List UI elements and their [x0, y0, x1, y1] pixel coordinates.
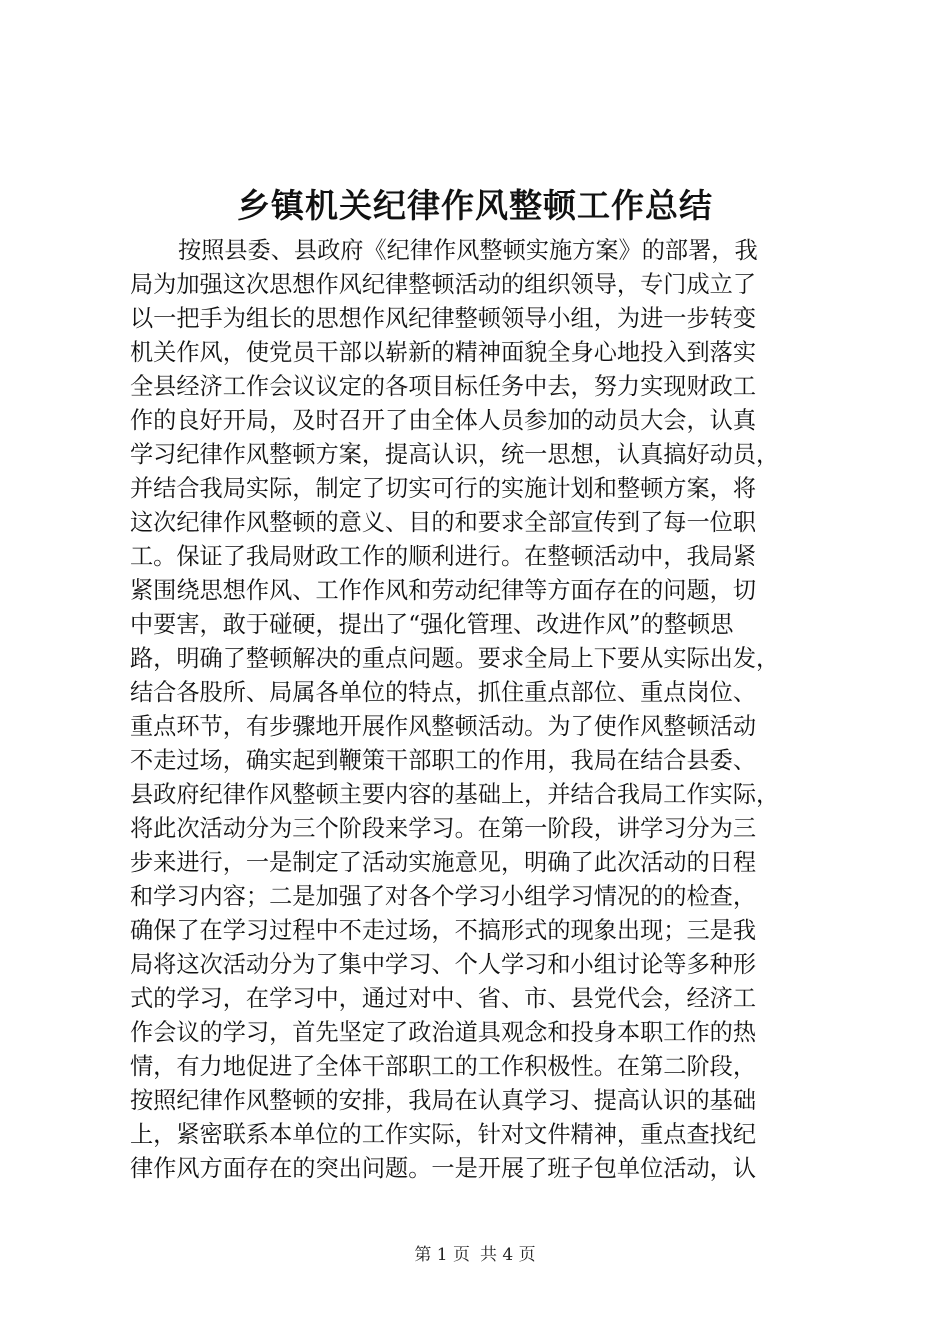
- body-line: 中要害，敢于碰硬，提出了“强化管理、改进作风”的整顿思: [130, 611, 734, 638]
- body-line: 不走过场，确实起到鞭策干部职工的作用，我局在结合县委、: [130, 747, 757, 774]
- body-line: 重点环节，有步骤地开展作风整顿活动。为了使作风整顿活动: [130, 713, 757, 740]
- body-line: 路，明确了整顿解决的重点问题。要求全局上下要从实际出发，: [130, 645, 780, 672]
- body-line: 结合各股所、局属各单位的特点，抓住重点部位、重点岗位、: [130, 679, 757, 706]
- body-line: 和学习内容；二是加强了对各个学习小组学习情况的的检查，: [130, 883, 757, 910]
- page-number: 第 1 页: [414, 1245, 470, 1265]
- body-line: 学习纪律作风整顿方案，提高认识，统一思想，认真搞好动员，: [130, 441, 780, 468]
- page-footer: [0, 1243, 950, 1267]
- body-line: 紧围绕思想作风、工作作风和劳动纪律等方面存在的问题，切: [130, 577, 757, 604]
- body-line: 机关作风，使党员干部以崭新的精神面貌全身心地投入到落实: [130, 339, 757, 366]
- body-line: 局为加强这次思想作风纪律整顿活动的组织领导，专门成立了: [130, 271, 757, 298]
- body-line: 情，有力地促进了全体干部职工的工作积极性。在第二阶段，: [130, 1053, 757, 1080]
- body-line: 将此次活动分为三个阶段来学习。在第一阶段，讲学习分为三: [130, 815, 757, 842]
- body-line: 按照县委、县政府《纪律作风整顿实施方案》的部署，我: [178, 237, 758, 264]
- document-title: 乡镇机关纪律作风整顿工作总结: [237, 186, 713, 225]
- body-line: 全县经济工作会议议定的各项目标任务中去，努力实现财政工: [130, 373, 757, 400]
- body-line: 按照纪律作风整顿的安排，我局在认真学习、提高认识的基础: [130, 1087, 757, 1114]
- body-line: 作会议的学习，首先坚定了政治道具观念和投身本职工作的热: [130, 1019, 757, 1046]
- body-line: 步来进行，一是制定了活动实施意见，明确了此次活动的日程: [130, 849, 757, 876]
- page-total: 共 4 页: [480, 1245, 536, 1265]
- body-line: 律作风方面存在的突出问题。一是开展了班子包单位活动，认: [130, 1155, 757, 1182]
- body-line: 上，紧密联系本单位的工作实际，针对文件精神，重点查找纪: [130, 1121, 757, 1148]
- body-line: 并结合我局实际，制定了切实可行的实施计划和整顿方案，将: [130, 475, 757, 502]
- body-line: 县政府纪律作风整顿主要内容的基础上，并结合我局工作实际，: [130, 781, 780, 808]
- body-line: 以一把手为组长的思想作风纪律整顿领导小组，为进一步转变: [130, 305, 757, 332]
- body-line: 确保了在学习过程中不走过场，不搞形式的现象出现；三是我: [130, 917, 757, 944]
- body-line: 作的良好开局，及时召开了由全体人员参加的动员大会，认真: [130, 407, 757, 434]
- body-line: 局将这次活动分为了集中学习、个人学习和小组讨论等多种形: [130, 951, 757, 978]
- body-line: 这次纪律作风整顿的意义、目的和要求全部宣传到了每一位职: [130, 509, 757, 536]
- document-body: [130, 234, 830, 1184]
- body-line: 工。保证了我局财政工作的顺利进行。在整顿活动中，我局紧: [130, 543, 757, 570]
- body-line: 式的学习，在学习中，通过对中、省、市、县党代会，经济工: [130, 985, 757, 1012]
